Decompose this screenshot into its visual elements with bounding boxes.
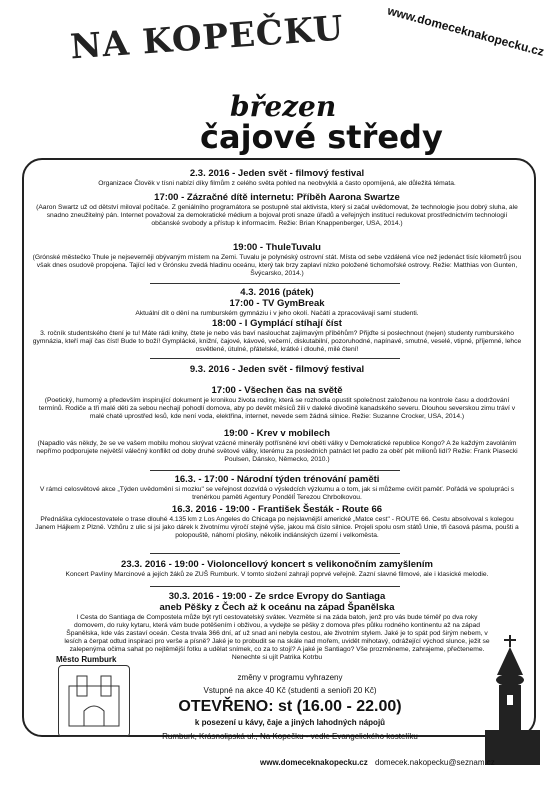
- town-label: Město Rumburk: [56, 655, 117, 664]
- event-2: [32, 192, 522, 229]
- event-9: [32, 474, 522, 503]
- event-12: [32, 591, 522, 663]
- event-text: Přednáška cyklocestovatele o trase dlouhé 4.135 km z Los Angeles do Chicaga po nejslavnější americké „Matce cest" - ROUTE 66. Cestu absolvoval s kolegou Janem Hájkem z Plzně. Vzhůru z ulic si jsi jako dárek k životnímu výročí stejné výše, jakou má číslo silnice. Projeli spolu osm států Unie, tři časová pásma, poušti a polopouště, náhorní plošiny, několik indiánských území i velkoměsta.: [35, 516, 519, 539]
- offer-text: k posezení u kávy, čaje a jiných lahodných nápojů: [194, 718, 386, 727]
- divider: [150, 553, 400, 554]
- event-3: [32, 242, 522, 279]
- event-4: [32, 287, 522, 319]
- admission: Vstupné na akce 40 Kč (studenti a senioři 20 Kč): [203, 686, 377, 695]
- town-crest-icon: [58, 665, 130, 737]
- address: Rumburk, Krásnolipská ul., Na Kopečku - vedle Evangelického kostelíku: [162, 732, 418, 741]
- event-1: [32, 168, 522, 189]
- event-5: [32, 318, 522, 355]
- event-heading: 17:00 - Zázračné dítě internetu: Příběh Aarona Swartze: [154, 192, 400, 203]
- event-heading: 19:00 - Krev v mobilech: [223, 428, 331, 439]
- opening-hours: OTEVŘENO: st (16.00 - 22.00): [178, 698, 402, 715]
- event-text: (Poetický, humorný a především inspirující dokument je kronikou života rodiny, která se rozhodla opustit společnost založenou na kontrole času a dodržování termínů. Rodiče a tři malé děti za sebou nechají pohodlí domova, aby po devět měsíců žili v daleké divočině kanadského severu. Dlouhou severskou zimu tráví v malé chatě uprostřed lesů, kde není voda, elektřina, internet, nevede sem žádná silnice. Režie: Suzanne Crocker, USA, 2014.): [38, 397, 516, 420]
- footer-email[interactable]: domecek.nakopecku@seznam.cz: [375, 758, 495, 767]
- event-text: Organizace Člověk v tísni nabízí díky filmům z celého světa pohled na neobvyklá a často opomíjená, ale důležitá témata.: [98, 180, 456, 187]
- event-text: 3. ročník studentského čtení je tu! Máte rádi knihy, čtete je nebo vás baví naslouchat zajímavým příběhům? Přijďte si poslechnout (nejen) studenty rumburského gymnázia, kteří mají čas číst! Bude to boží! Gymplácké, knižní, čajové, kávové, večerní, diskutabilní, pozoruhodné, napínavé, smutné, veselé, vtipné, příjemné, lehce osvětlené, útulné, přátelské, krátké i dlouhé, milé čtení!: [32, 330, 522, 353]
- logo: NA KOPEČKU: [68, 8, 346, 68]
- event-heading: 30.3. 2016 - 19:00 - Ze srdce Evropy do Santiaga: [168, 591, 386, 602]
- event-heading: 18:00 - I Gymplácí stíhají číst: [212, 318, 342, 329]
- event-6: [32, 364, 522, 375]
- event-text: (Grónské městečko Thule je nejseverněji obývaným místem na Zemi. Tuvalu je polynéský ostrovní stát. Místa od sebe vzdálená více než jedenáct tisíc kilometrů jsou však dnes osudově propojena. Tající led v Grónsku zvedá hladinu oceánu, který tak brzy zaplaví nízko položené tichomořské ostrovy. Režie: Matthias von Gunten, Švýcarsko, 2014.): [32, 254, 522, 277]
- event-heading: 19:00 - ThuleTuvalu: [233, 242, 321, 253]
- event-subheading: 17:00 - TV GymBreak: [229, 298, 325, 309]
- event-heading: 9.3. 2016 - Jeden svět - filmový festival: [189, 364, 365, 375]
- event-text: (Aaron Swartz už od dětství miloval počítače. Z geniálního programátora se postupně stal aktivista, který si začal uvědomovat, že technologie jsou dobrý sluha, ale snadno zneužitelný pán. Internet považoval za demokratické médium a bojoval proti snaze úřadů a veřejných institucí redukovat prostřednictvím technologií občanské svobody a přístup k informacím. Režie: Brian Knappenberger, USA, 2014.): [36, 204, 518, 227]
- event-heading: 4.3. 2016 (pátek): [240, 287, 314, 298]
- event-text: Koncert Pavlíny Marcinové a jejích žáků ze ZUŠ Rumburk. V tomto složení zahrají poprvé veřejně. Zazní slavné filmové, ale i klasické melodie.: [65, 571, 489, 578]
- divider: [150, 283, 400, 284]
- divider: [150, 586, 400, 587]
- event-10: [32, 504, 522, 541]
- divider: [150, 358, 400, 359]
- footer-url[interactable]: www.domeceknakopecku.cz: [260, 758, 368, 767]
- event-heading: 17:00 - Všechen čas na světě: [211, 385, 343, 396]
- month-label: březen: [230, 90, 337, 123]
- event-8: [32, 428, 522, 465]
- event-text: Aktuální dít o dění na rumburském gymnáziu i v jeho okolí. Načátí a zpracovávají samí studenti.: [135, 310, 419, 317]
- event-heading: 16.3. - 17:00 - Národní týden trénování paměti: [174, 474, 380, 485]
- event-7: [32, 385, 522, 422]
- event-11: [32, 559, 522, 580]
- event-text: (Napadlo vás někdy, že se ve vašem mobilu mohou skrývat vzácné minerály potřísněné krví oběti války v Demokratické republice Kongo? A že každým zavoláním nepřímo podporujete největší válečný konflikt od doby druhé světové války, kterému za posledních patnáct let padlo za oběť pět milionů lidí? Režie: Frank Piasecki Poulsen, Dánsko, Německo, 2010.): [36, 440, 518, 463]
- event-subheading: aneb Pěšky z Čech až k oceánu na západ Španělska: [159, 602, 395, 613]
- event-text: I Cesta do Santiaga de Compostela může být rytí cestovatelský sváteк. Vezměte si na záda batoh, jenž pro vás bude téměř po dva roky domovem, do ruky kytaru, která vám bude potěšením i obživou, a vydejte se pěšky z domova přes půlku rodného kontinentu až na západ Španělska, kde vás zastaví oceán. Cesta trvala 366 dní, ať už snad ani nebyla cestou, ale životním stylem. Jaké je to spát pod širým nebem, v lesích a čerpat odtud inspiraci pro verše a písně? Jaké je to probudit se na skále nad mořem, uvidět mihotavý, odrážející východ slunce, ježit se zalepenýma očima sahat po nejtěmější fotku a udělat snímek, co za to stojí? A jaké je Santiago? Vše prozměneme, zahrajeme, přečteneme. Nenechte si ujít Patrika Kotrbu: [64, 614, 490, 661]
- event-heading: 2.3. 2016 - Jeden svět - filmový festival: [189, 168, 365, 179]
- url-text[interactable]: www.domeceknakopecku.cz: [385, 3, 546, 59]
- event-heading: 23.3. 2016 - 19:00 - Violoncellový koncert s velikonočním zamyšlením: [121, 559, 433, 570]
- divider: [150, 470, 400, 471]
- changes-note: změny v programu vyhrazeny: [237, 673, 343, 682]
- church-tower-icon: [475, 635, 545, 765]
- url-banner: [385, 3, 546, 59]
- event-text: V rámci celosvětové akce „Týden uvědomění si mozku" se veřejnost dozvídá o výsledcích výzkumu a o tom, jak si můžeme cvičit paměť. Pořádá ve spolupráci s trenérkou paměti Agentury PondělÍ Terezou Chrbolkovou.: [39, 486, 515, 501]
- page-title: čajové středy: [200, 118, 443, 156]
- event-heading: 16.3. 2016 - 19:00 - František Šesták - Route 66: [171, 504, 383, 515]
